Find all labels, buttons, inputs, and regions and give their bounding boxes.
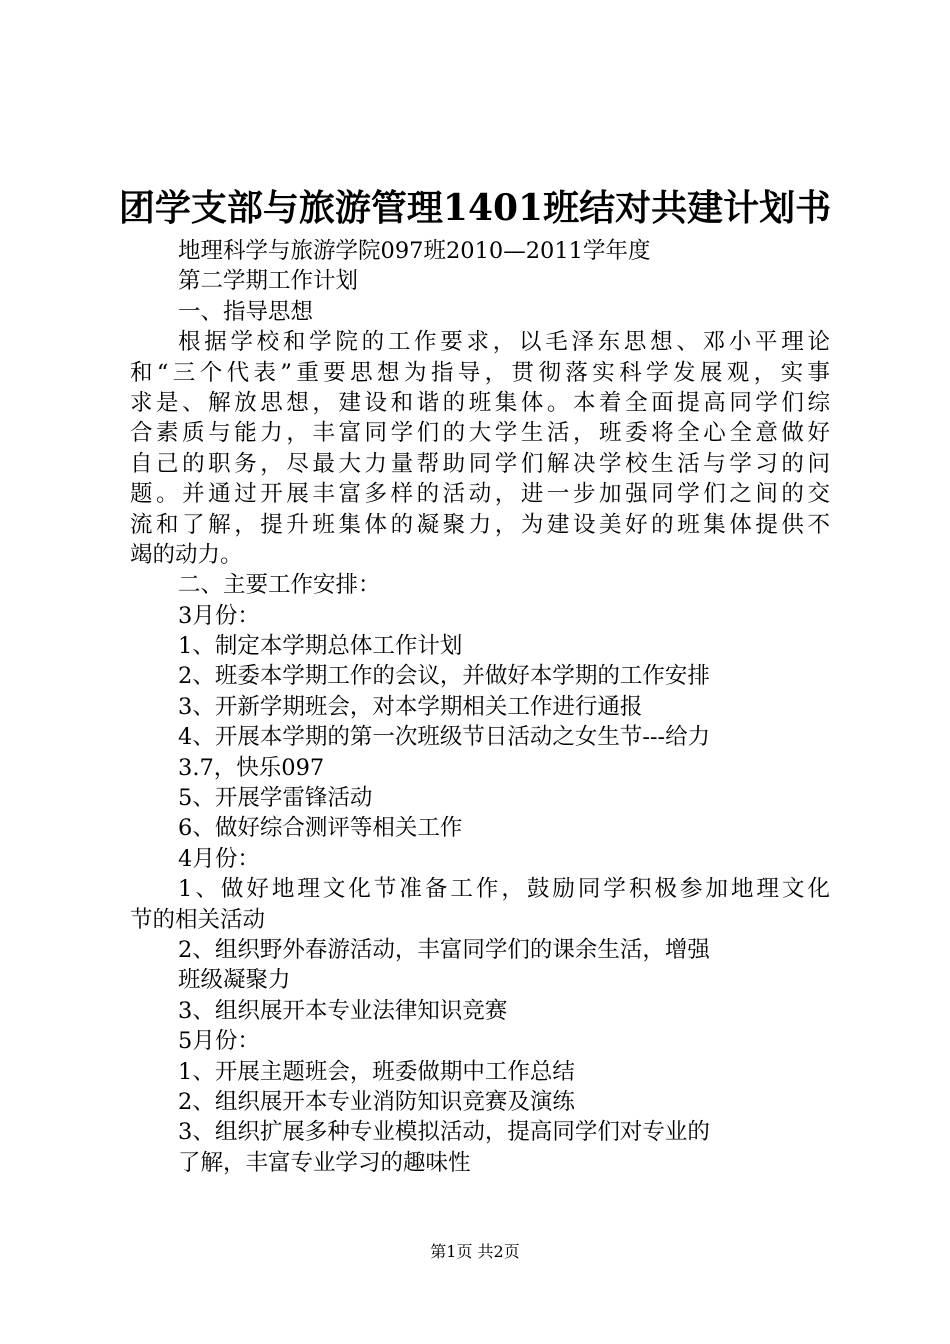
- text-line: 1、制定本学期总体工作计划: [178, 633, 463, 660]
- text-line: 竭的动力。: [130, 541, 243, 568]
- text-line: 4月份：: [178, 845, 260, 872]
- text-line: 节的相关活动: [130, 906, 266, 933]
- text-line: 根据学校和学院的工作要求，以毛泽东思想、邓小平理论: [178, 329, 830, 356]
- text-line: 了解，丰富专业学习的趣味性: [178, 1149, 471, 1176]
- text-line: 2、组织展开本专业消防知识竞赛及演练: [178, 1088, 575, 1115]
- text-line: 1、开展主题班会，班委做期中工作总结: [178, 1058, 575, 1085]
- text-line: 二、主要工作安排：: [178, 572, 381, 599]
- text-line: 3、组织展开本专业法律知识竞赛: [178, 997, 508, 1024]
- document-body: [130, 236, 830, 1178]
- text-line: 4、开展本学期的第一次班级节日活动之女生节---给力: [178, 724, 711, 751]
- text-line: 流和了解，提升班集体的凝聚力，为建设美好的班集体提供不: [130, 511, 830, 538]
- text-line: 求是、解放思想，建设和谐的班集体。本着全面提高同学们综: [130, 389, 830, 416]
- text-line: 5、开展学雷锋活动: [178, 785, 373, 812]
- text-line: 地理科学与旅游学院097班2010—2011学年度: [178, 238, 651, 264]
- text-line: 一、指导思想: [178, 298, 314, 325]
- text-line: 3月份：: [178, 602, 260, 629]
- text-line: 3、开新学期班会，对本学期相关工作进行通报: [178, 693, 643, 720]
- text-line: 3、组织扩展多种专业模拟活动，提高同学们对专业的: [178, 1119, 710, 1146]
- text-line: 第二学期工作计划: [178, 268, 359, 295]
- page-footer: 第1页 共2页: [430, 1242, 520, 1261]
- text-line: 自己的职务，尽最大力量帮助同学们解决学校生活与学习的问: [130, 450, 830, 477]
- text-line: 合素质与能力，丰富同学们的大学生活，班委将全心全意做好: [130, 420, 830, 447]
- text-line: 5月份：: [178, 1028, 260, 1055]
- text-line: 1、做好地理文化节准备工作，鼓励同学积极参加地理文化: [178, 876, 830, 903]
- text-line: 班级凝聚力: [178, 967, 291, 994]
- text-line: 和“三个代表”重要思想为指导，贯彻落实科学发展观，实事: [130, 359, 830, 386]
- text-line: 3.7，快乐097: [178, 754, 325, 781]
- text-line: 题。并通过开展丰富多样的活动，进一步加强同学们之间的交: [130, 481, 830, 508]
- document-title: 团学支部与旅游管理1401班结对共建计划书: [118, 187, 832, 229]
- text-line: 2、班委本学期工作的会议，并做好本学期的工作安排: [178, 663, 710, 690]
- text-line: 2、组织野外春游活动，丰富同学们的课余生活，增强: [178, 936, 710, 963]
- text-line: 6、做好综合测评等相关工作: [178, 815, 463, 842]
